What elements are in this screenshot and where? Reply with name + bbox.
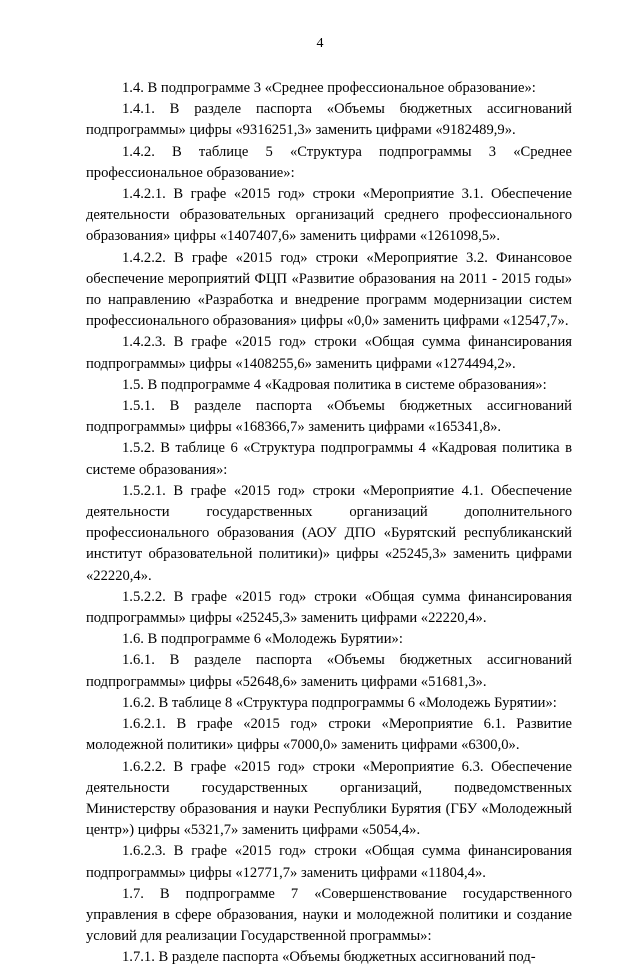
page-number: 4	[316, 36, 324, 51]
paragraph-1-7: 1.7. В подпрограмме 7 «Совершенствование государственного управления в сфере образования, науки и молодежной политики и создание условий для реализации Государственной программы»:	[86, 885, 572, 945]
paragraph-1-7-1: 1.7.1. В разделе паспорта «Объемы бюджетных ассигнований под-	[122, 949, 536, 966]
paragraph-1-6-2: 1.6.2. В таблице 8 «Структура подпрограммы 6 «Молодежь Бурятии»:	[122, 694, 557, 711]
paragraph-1-5-2: 1.5.2. В таблице 6 «Структура подпрограммы 4 «Кадровая политика в системе образования»:	[86, 440, 572, 478]
paragraph-1-4-1: 1.4.1. В разделе паспорта «Объемы бюджетных ассигнований подпрограммы» цифры «9316251,3» заменить цифрами «9182489,9».	[86, 101, 572, 139]
paragraph-1-4-2-3: 1.4.2.3. В графе «2015 год» строки «Общая сумма финансирования подпрограммы» цифры «1408255,6» заменить цифрами «1274494,2».	[86, 334, 572, 372]
paragraph-1-6-1: 1.6.1. В разделе паспорта «Объемы бюджетных ассигнований подпрограммы» цифры «52648,6» заменить цифрами «51681,3».	[86, 652, 572, 690]
paragraph-1-5-2-2: 1.5.2.2. В графе «2015 год» строки «Общая сумма финансирования подпрограммы» цифры «25245,3» заменить цифрами «22220,4».	[86, 588, 572, 627]
paragraph-1-4-2-1: 1.4.2.1. В графе «2015 год» строки «Мероприятие 3.1. Обеспечение деятельности образовательных организаций среднего профессионального образования» цифры «1407407,6» заменить цифрами «1261098,5».	[86, 186, 572, 245]
document-body	[86, 78, 572, 969]
paragraph-1-4-2: 1.4.2. В таблице 5 «Структура подпрограммы 3 «Среднее профессиональное образование»:	[86, 143, 572, 181]
paragraph-1-5-2-1: 1.5.2.1. В графе «2015 год» строки «Мероприятие 4.1. Обеспечение деятельности государственных организаций дополнительного профессионального образования (АОУ ДПО «Бурятский республиканский институт образовательной политики)» цифры «25245,3» заменить цифрами «22220,4».	[86, 482, 572, 584]
paragraph-1-6-2-2: 1.6.2.2. В графе «2015 год» строки «Мероприятие 6.3. Обеспечение деятельности государственных организаций, подведомственных Министерству образования и науки Республики Бурятия (ГБУ «Молодежный центр») цифры «5321,7» заменить цифрами «5054,4».	[86, 758, 572, 839]
paragraph-1-6: 1.6. В подпрограмме 6 «Молодежь Бурятии»:	[122, 631, 403, 648]
paragraph-1-6-2-1: 1.6.2.1. В графе «2015 год» строки «Мероприятие 6.1. Развитие молодежной политики» цифры «7000,0» заменить цифрами «6300,0».	[86, 716, 572, 754]
paragraph-1-4-2-2: 1.4.2.2. В графе «2015 год» строки «Мероприятие 3.2. Финансовое обеспечение мероприятий ФЦП «Развитие образования на 2011 - 2015 годы» по направлению «Разработка и внедрение программ модернизации систем профессионального образования» цифры «0,0» заменить цифрами «12547,7».	[86, 249, 572, 330]
paragraph-1-6-2-3: 1.6.2.3. В графе «2015 год» строки «Общая сумма финансирования подпрограммы» цифры «12771,7» заменить цифрами «11804,4».	[86, 843, 572, 881]
paragraph-1-4: 1.4. В подпрограмме 3 «Среднее профессиональное образование»:	[122, 80, 536, 96]
paragraph-1-5: 1.5. В подпрограмме 4 «Кадровая политика в системе образования»:	[122, 376, 547, 393]
paragraph-1-5-1: 1.5.1. В разделе паспорта «Объемы бюджетных ассигнований подпрограммы» цифры «168366,7» заменить цифрами «165341,8».	[86, 398, 572, 436]
